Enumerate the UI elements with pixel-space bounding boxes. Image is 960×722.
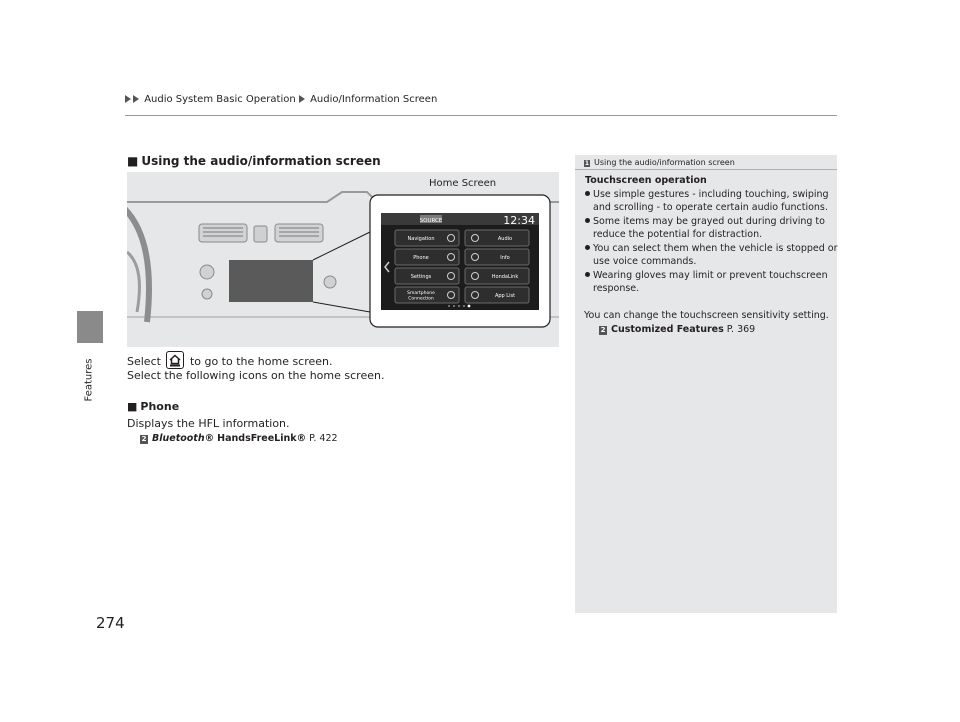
- note-bullet-cont: reduce the potential for distraction.: [593, 229, 763, 240]
- note-bullet: [585, 242, 838, 256]
- note-cross-reference[interactable]: [599, 323, 755, 337]
- tile-label: Phone: [413, 255, 429, 261]
- tile-label: App List: [494, 293, 516, 299]
- ref-title-bold: HandsFreeLink®: [217, 433, 307, 444]
- dashboard-illustration: [127, 172, 559, 347]
- chapter-tab-text: Features: [83, 358, 95, 402]
- instruction-suffix: to go to the home screen.: [189, 355, 333, 368]
- breadcrumb-level1[interactable]: Audio System Basic Operation: [144, 94, 296, 105]
- tile-label: Info: [500, 255, 510, 261]
- home-screen-tile[interactable]: [465, 249, 529, 265]
- note-bullet-line: Use simple gestures - including touching, swiping: [593, 189, 829, 200]
- note-marker-icon: 1: [584, 160, 590, 167]
- section-heading: [127, 154, 381, 168]
- breadcrumb: [125, 94, 437, 105]
- note-bullet-line: You can select them when the vehicle is stopped or: [593, 243, 838, 254]
- chapter-tab-label: [76, 345, 102, 415]
- figure-label: Home Screen: [429, 178, 497, 189]
- note-title: [584, 158, 735, 167]
- instruction-line-2: Select the following icons on the home screen.: [127, 369, 385, 382]
- note-bullet-cont: response.: [593, 283, 640, 294]
- tile-label: Navigation: [407, 236, 435, 242]
- home-button-icon: [166, 351, 184, 369]
- breadcrumb-level2[interactable]: Audio/Information Screen: [310, 94, 438, 105]
- phone-description: Displays the HFL information.: [127, 417, 290, 430]
- reference-arrow-icon: 2: [141, 435, 147, 443]
- chapter-tab-marker: [77, 311, 103, 343]
- note-bullet: [585, 269, 828, 283]
- phone-subheading: [127, 400, 179, 413]
- phone-subheading-text: Phone: [140, 400, 180, 413]
- tile-label: Connection: [408, 296, 434, 302]
- tile-label: Settings: [410, 274, 432, 280]
- note-bullet-cont: and scrolling - to operate certain audio functions.: [593, 202, 828, 213]
- tile-label: Smartphone: [407, 291, 435, 296]
- cross-reference-hfl[interactable]: [140, 433, 338, 444]
- note-bullet: [585, 188, 829, 202]
- display-source-tab: SOURCE: [419, 218, 443, 224]
- page-number: 274: [96, 614, 125, 632]
- bullet-icon: [585, 272, 590, 277]
- note-heading: Touchscreen operation: [585, 175, 707, 186]
- bullet-icon: [585, 245, 590, 250]
- subheading-marker: ■: [127, 400, 138, 413]
- note-ref-page: P. 369: [726, 324, 756, 335]
- note-rule: [575, 169, 837, 170]
- note-bullet-line: Some items may be grayed out during driving to: [593, 216, 825, 227]
- section-heading-text: Using the audio/information screen: [141, 154, 381, 168]
- section-marker: ■: [127, 154, 139, 168]
- display-clock: 12:34: [503, 214, 535, 227]
- header-rule: [125, 115, 837, 116]
- breadcrumb-arrow-icon: [299, 95, 305, 103]
- note-bullet-cont: use voice commands.: [593, 256, 697, 267]
- instruction-prefix: Select: [127, 355, 161, 368]
- reference-arrow-icon: 2: [600, 326, 606, 334]
- instruction-line-1: [127, 351, 333, 369]
- note-bullet-line: Wearing gloves may limit or prevent touchscreen: [593, 270, 828, 281]
- dashboard-drawing: [127, 172, 559, 347]
- tile-label: HondaLink: [491, 274, 519, 280]
- tile-label: Audio: [497, 236, 513, 242]
- note-title-text: Using the audio/information screen: [594, 158, 735, 167]
- note-footer: You can change the touchscreen sensitivity setting.: [584, 310, 829, 321]
- bullet-icon: [585, 191, 590, 196]
- breadcrumb-arrow-icon: [133, 95, 139, 103]
- breadcrumb-arrow-icon: [125, 95, 131, 103]
- note-bullet: [585, 215, 825, 229]
- ref-title-italic: Bluetooth®: [152, 433, 215, 444]
- bullet-icon: [585, 218, 590, 223]
- ref-page: P. 422: [309, 433, 338, 444]
- note-ref-title: Customized Features: [611, 324, 724, 335]
